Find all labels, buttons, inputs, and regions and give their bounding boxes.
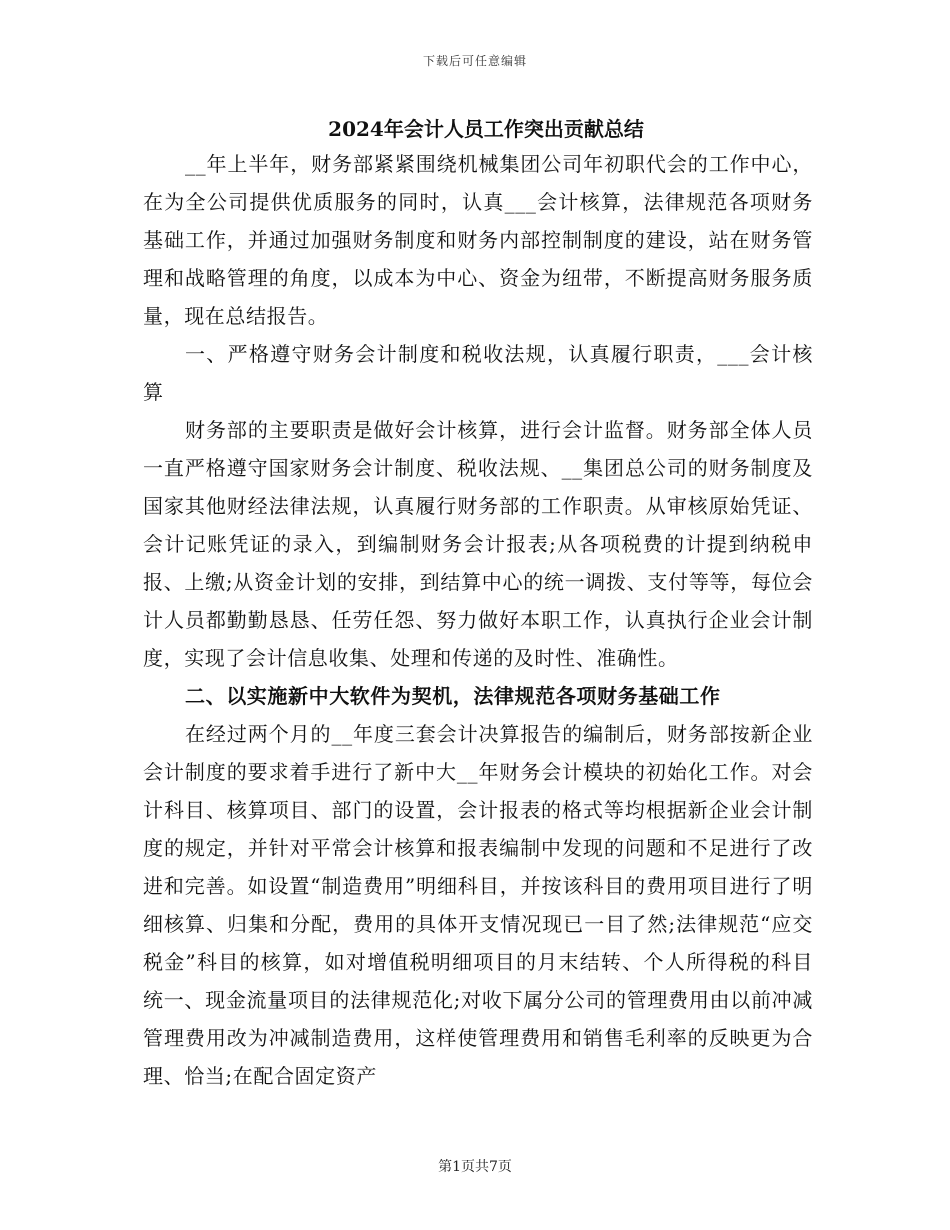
paragraph-section-2-body: 在经过两个月的__年度三套会计决算报告的编制后，财务部按新企业会计制度的要求着手进行了新中大__年财务会计模块的初始化工作。对会计科目、核算项目、部门的设置，会计报表的格式等均根据新企业会计制度的规定，并针对平常会计核算和报表编制中发现的问题和不足进行了改进和完善。如设置“制造费用”明细科目，并按该科目的费用项目进行了明细核算、归集和分配，费用的具体开支情况现已一目了然;法律规范“应交税金”科目的核算，如对增值税明细项目的月末结转、个人所得税的科目统一、现金流量项目的法律规范化;对收下属分公司的管理费用由以前冲减管理费用改为冲减制造费用，这样使管理费用和销售毛利率的反映更为合理、恰当;在配合固定资产	[143, 722, 813, 1088]
section-heading-2: 二、以实施新中大软件为契机，法律规范各项财务基础工作	[185, 684, 721, 708]
paragraph-intro: __年上半年，财务部紧紧围绕机械集团公司年初职代会的工作中心，在为全公司提供优质服务的同时，认真___会计核算，法律规范各项财务基础工作，并通过加强财务制度和财务内部控制制度的建设，站在财务管理和战略管理的角度，以成本为中心、资金为纽带，不断提高财务服务质量，现在总结报告。	[143, 152, 813, 328]
paragraph-section-1-body: 财务部的主要职责是做好会计核算，进行会计监督。财务部全体人员一直严格遵守国家财务会计制度、税收法规、__集团总公司的财务制度及国家其他财经法律法规，认真履行财务部的工作职责。从审核原始凭证、会计记账凭证的录入，到编制财务会计报表;从各项税费的计提到纳税申报、上缴;从资金计划的安排，到结算中心的统一调拨、支付等等，每位会计人员都勤勤恳恳、任劳任怨、努力做好本职工作，认真执行企业会计制度，实现了会计信息收集、处理和传递的及时性、准确性。	[143, 418, 813, 670]
document-title: 2024年会计人员工作突出贡献总结	[328, 117, 644, 141]
section-heading-1: 一、严格遵守财务会计制度和税收法规，认真履行职责，___会计核算	[143, 342, 813, 404]
document-body	[143, 113, 813, 1095]
page-header: 下载后可任意编辑	[422, 54, 527, 68]
page-footer: 第1页共7页	[438, 1159, 512, 1175]
